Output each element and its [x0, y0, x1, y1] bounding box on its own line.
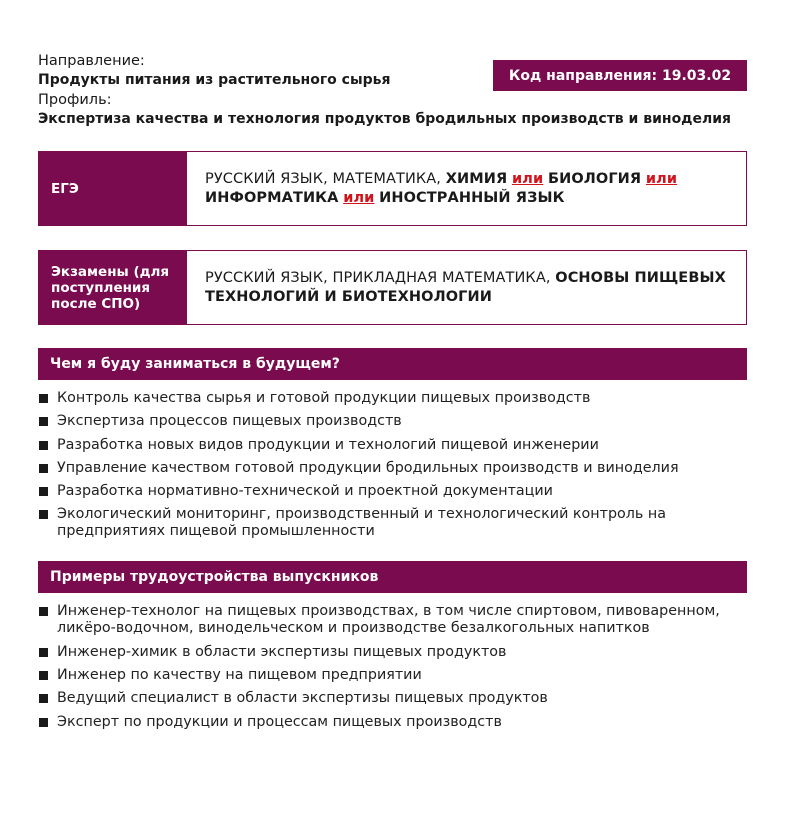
program-page	[38, 52, 747, 737]
profile-value: Экспертиза качества и технология продуктов бродильных производств и виноделия	[38, 111, 732, 127]
square-bullet-icon	[39, 510, 48, 519]
future-section-title: Чем я буду заниматься в будущем?	[38, 348, 747, 380]
square-bullet-icon	[39, 464, 48, 473]
square-bullet-icon	[39, 417, 48, 426]
spo-bold-subjects: ОСНОВЫ ПИЩЕВЫХ ТЕХНОЛОГИЙ И БИОТЕХНОЛОГИИ	[205, 269, 726, 305]
ege-subject-chemistry: ХИМИЯ	[445, 170, 508, 187]
spo-plain-subjects: РУССКИЙ ЯЗЫК, ПРИКЛАДНАЯ МАТЕМАТИКА,	[205, 269, 556, 286]
jobs-section-title: Примеры трудоустройства выпускников	[38, 561, 747, 593]
ege-subject-foreign-language: ИНОСТРАННЫЙ ЯЗЫК	[379, 189, 565, 206]
square-bullet-icon	[39, 648, 48, 657]
profile-label: Профиль:	[38, 92, 112, 108]
square-bullet-icon	[39, 607, 48, 616]
direction-label: Направление:	[38, 53, 145, 69]
ege-subjects	[187, 152, 746, 225]
list-item: Разработка нормативно-технической и проектной документации	[38, 483, 747, 500]
direction-code-badge: Код направления: 19.03.02	[493, 60, 747, 91]
ege-label: ЕГЭ	[39, 152, 187, 225]
spo-exams-subjects	[187, 251, 746, 324]
square-bullet-icon	[39, 394, 48, 403]
list-item: Управление качеством готовой продукции бродильных производств и виноделия	[38, 460, 747, 477]
direction-value: Продукты питания из растительного сырья	[38, 72, 391, 88]
square-bullet-icon	[39, 487, 48, 496]
ege-or-1: или	[511, 170, 544, 187]
ege-subject-biology: БИОЛОГИЯ	[547, 170, 642, 187]
jobs-list	[38, 603, 747, 730]
spo-exams-label: Экзамены (для поступления после СПО)	[39, 251, 187, 324]
list-item: Инженер по качеству на пищевом предприятии	[38, 667, 747, 684]
ege-or-2: или	[645, 170, 678, 187]
square-bullet-icon	[39, 441, 48, 450]
future-list	[38, 390, 747, 540]
list-item: Контроль качества сырья и готовой продукции пищевых производств	[38, 390, 747, 407]
ege-subject-informatics: ИНФОРМАТИКА	[205, 189, 339, 206]
list-item: Инженер-химик в области экспертизы пищевых продуктов	[38, 644, 747, 661]
square-bullet-icon	[39, 671, 48, 680]
list-item: Экологический мониторинг, производственный и технологический контроль на предприятиях пищевой промышленности	[38, 506, 747, 540]
list-item: Инженер-технолог на пищевых производствах, в том числе спиртовом, пивоваренном, ликёро-водочном, винодельческом и производстве безалкогольных напитков	[38, 603, 747, 637]
list-item: Ведущий специалист в области экспертизы пищевых продуктов	[38, 690, 747, 707]
list-item: Эксперт по продукции и процессам пищевых производств	[38, 714, 747, 731]
square-bullet-icon	[39, 718, 48, 727]
ege-block	[38, 151, 747, 226]
list-item: Разработка новых видов продукции и технологий пищевой инженерии	[38, 437, 747, 454]
program-header	[38, 52, 747, 134]
list-item: Экспертиза процессов пищевых производств	[38, 413, 747, 430]
square-bullet-icon	[39, 694, 48, 703]
ege-or-3: или	[343, 189, 375, 206]
spo-exams-block	[38, 250, 747, 325]
ege-plain-subjects: РУССКИЙ ЯЗЫК, МАТЕМАТИКА,	[205, 170, 446, 187]
